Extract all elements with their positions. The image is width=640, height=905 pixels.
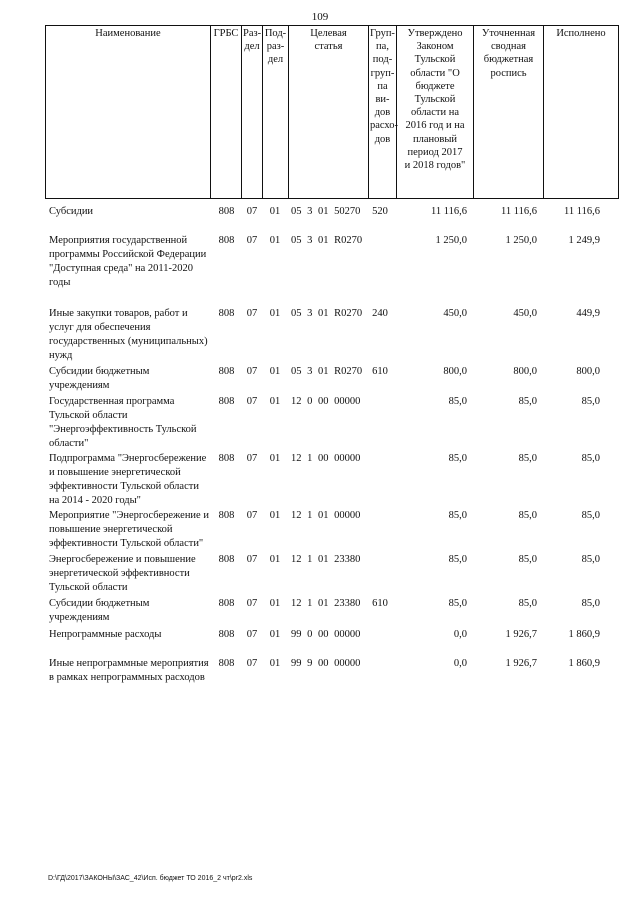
cell-grbs: 808 bbox=[218, 510, 235, 521]
table-row bbox=[48, 597, 618, 625]
cell-executed: 11 116,6 bbox=[564, 206, 600, 217]
cell-executed: 1 860,9 bbox=[568, 658, 600, 669]
cell-razdel: 07 bbox=[246, 598, 258, 609]
cell-approved: 800,0 bbox=[443, 366, 467, 377]
cell-grbs: 808 bbox=[218, 453, 235, 464]
cell-name: Непрограммные расходы bbox=[49, 629, 162, 640]
header-razdel: Раз- дел bbox=[242, 26, 263, 199]
table-row bbox=[48, 395, 618, 451]
table-row bbox=[48, 628, 618, 642]
cell-podrazdel: 01 bbox=[269, 554, 281, 565]
table-header bbox=[45, 25, 619, 199]
table-body bbox=[48, 205, 618, 685]
cell-approved: 85,0 bbox=[448, 554, 467, 565]
page-number: 109 bbox=[311, 11, 329, 23]
cell-name: Подпрограмма "Энергосбережение и повышение энергетической эффективности Тульской области на 2014 - 2020 годы" bbox=[49, 453, 207, 506]
header-target: Целевая статья bbox=[289, 26, 369, 199]
cell-executed: 85,0 bbox=[581, 396, 600, 407]
cell-group: 240 bbox=[372, 308, 388, 319]
cell-grbs: 808 bbox=[218, 206, 235, 217]
cell-podrazdel: 01 bbox=[269, 598, 281, 609]
cell-podrazdel: 01 bbox=[269, 308, 281, 319]
cell-grbs: 808 bbox=[218, 308, 235, 319]
cell-name: Субсидии bbox=[49, 206, 94, 217]
cell-refined: 85,0 bbox=[518, 554, 537, 565]
cell-target: 99 0 00 00000 bbox=[291, 629, 361, 640]
cell-razdel: 07 bbox=[246, 235, 258, 246]
cell-name: Мероприятие "Энергосбережение и повышение энергетической эффективности Тульской области" bbox=[49, 510, 209, 549]
cell-approved: 0,0 bbox=[453, 629, 467, 640]
cell-target: 05 3 01 50270 bbox=[291, 206, 361, 217]
header-executed: Исполнено bbox=[544, 26, 619, 199]
cell-executed: 1 860,9 bbox=[568, 629, 600, 640]
cell-executed: 85,0 bbox=[581, 554, 600, 565]
header-grbs: ГРБС bbox=[211, 26, 242, 199]
cell-executed: 85,0 bbox=[581, 453, 600, 464]
cell-razdel: 07 bbox=[246, 658, 258, 669]
cell-name: Государственная программа Тульской области "Энергоэффективность Тульской области" bbox=[49, 396, 197, 449]
cell-approved: 85,0 bbox=[448, 510, 467, 521]
table-row bbox=[48, 205, 618, 219]
cell-podrazdel: 01 bbox=[269, 206, 281, 217]
cell-razdel: 07 bbox=[246, 554, 258, 565]
cell-refined: 85,0 bbox=[518, 598, 537, 609]
cell-refined: 85,0 bbox=[518, 396, 537, 407]
cell-name: Субсидии бюджетным учреждениям bbox=[49, 366, 150, 391]
cell-approved: 11 116,6 bbox=[431, 206, 467, 217]
cell-refined: 85,0 bbox=[518, 453, 537, 464]
cell-podrazdel: 01 bbox=[269, 366, 281, 377]
table-row bbox=[48, 234, 618, 290]
cell-grbs: 808 bbox=[218, 396, 235, 407]
cell-approved: 1 250,0 bbox=[435, 235, 467, 246]
cell-refined: 800,0 bbox=[513, 366, 537, 377]
cell-razdel: 07 bbox=[246, 308, 258, 319]
cell-approved: 85,0 bbox=[448, 396, 467, 407]
cell-approved: 450,0 bbox=[443, 308, 467, 319]
cell-group bbox=[366, 553, 394, 595]
cell-name: Иные закупки товаров, работ и услуг для обеспечения государственных (муниципальных) нужд bbox=[49, 308, 208, 361]
cell-target: 12 1 00 00000 bbox=[291, 453, 361, 464]
cell-name: Энергосбережение и повышение энергетической эффективности Тульской области bbox=[49, 554, 196, 593]
cell-approved: 0,0 bbox=[453, 658, 467, 669]
header-name: Наименование bbox=[46, 26, 211, 199]
cell-podrazdel: 01 bbox=[269, 510, 281, 521]
cell-razdel: 07 bbox=[246, 453, 258, 464]
cell-grbs: 808 bbox=[218, 629, 235, 640]
cell-target: 05 3 01 R0270 bbox=[291, 235, 363, 246]
cell-target: 05 3 01 R0270 bbox=[291, 366, 363, 377]
table-row bbox=[48, 365, 618, 393]
header-approved: Утверждено Законом Тульской области "О бюджете Тульской области на 2016 год и на плановый период 2017 и 2018 годов" bbox=[397, 26, 474, 199]
cell-razdel: 07 bbox=[246, 396, 258, 407]
cell-target: 12 1 01 00000 bbox=[291, 510, 361, 521]
cell-group bbox=[366, 234, 394, 290]
cell-group bbox=[366, 452, 394, 508]
cell-grbs: 808 bbox=[218, 235, 235, 246]
cell-name: Субсидии бюджетным учреждениям bbox=[49, 598, 150, 623]
cell-refined: 85,0 bbox=[518, 510, 537, 521]
cell-group bbox=[366, 509, 394, 551]
cell-refined: 1 250,0 bbox=[505, 235, 537, 246]
cell-podrazdel: 01 bbox=[269, 629, 281, 640]
header-group: Груп- па, под- груп- па ви- дов расхо- дов bbox=[369, 26, 397, 199]
table-row bbox=[48, 657, 618, 685]
cell-podrazdel: 01 bbox=[269, 658, 281, 669]
cell-target: 05 3 01 R0270 bbox=[291, 308, 363, 319]
cell-refined: 1 926,7 bbox=[505, 629, 537, 640]
table-row bbox=[48, 553, 618, 595]
table-row bbox=[48, 452, 618, 508]
table-row bbox=[48, 307, 618, 363]
cell-executed: 800,0 bbox=[576, 366, 600, 377]
cell-grbs: 808 bbox=[218, 366, 235, 377]
header-refined: Уточненная сводная бюджетная роспись bbox=[474, 26, 544, 199]
cell-executed: 85,0 bbox=[581, 598, 600, 609]
cell-executed: 449,9 bbox=[576, 308, 600, 319]
cell-group bbox=[366, 395, 394, 451]
cell-target: 12 1 01 23380 bbox=[291, 598, 361, 609]
file-path-footer: D:\ГД\2017\ЗАКОНЫ\ЗАС_42\Исп. бюджет ТО 2016_2 чт\pr2.xls bbox=[48, 875, 253, 882]
cell-refined: 11 116,6 bbox=[501, 206, 537, 217]
cell-podrazdel: 01 bbox=[269, 453, 281, 464]
cell-name: Мероприятия государственной программы Российской Федерации "Доступная среда" на 2011-2020 годы bbox=[49, 235, 207, 288]
cell-group: 610 bbox=[372, 366, 388, 377]
cell-group: 610 bbox=[372, 598, 388, 609]
cell-grbs: 808 bbox=[218, 554, 235, 565]
cell-razdel: 07 bbox=[246, 366, 258, 377]
cell-target: 12 0 00 00000 bbox=[291, 396, 361, 407]
cell-group bbox=[366, 657, 394, 685]
cell-target: 12 1 01 23380 bbox=[291, 554, 361, 565]
cell-refined: 450,0 bbox=[513, 308, 537, 319]
cell-razdel: 07 bbox=[246, 510, 258, 521]
cell-group bbox=[366, 628, 394, 642]
cell-executed: 1 249,9 bbox=[568, 235, 600, 246]
cell-razdel: 07 bbox=[246, 629, 258, 640]
cell-executed: 85,0 bbox=[581, 510, 600, 521]
cell-podrazdel: 01 bbox=[269, 396, 281, 407]
cell-name: Иные непрограммные мероприятия в рамках непрограммных расходов bbox=[49, 658, 209, 683]
header-podrazdel: Под- раз- дел bbox=[263, 26, 289, 199]
cell-group: 520 bbox=[372, 206, 388, 217]
table-row bbox=[48, 509, 618, 551]
cell-grbs: 808 bbox=[218, 658, 235, 669]
cell-razdel: 07 bbox=[246, 206, 258, 217]
cell-approved: 85,0 bbox=[448, 598, 467, 609]
cell-grbs: 808 bbox=[218, 598, 235, 609]
cell-podrazdel: 01 bbox=[269, 235, 281, 246]
cell-refined: 1 926,7 bbox=[505, 658, 537, 669]
cell-target: 99 9 00 00000 bbox=[291, 658, 361, 669]
cell-approved: 85,0 bbox=[448, 453, 467, 464]
